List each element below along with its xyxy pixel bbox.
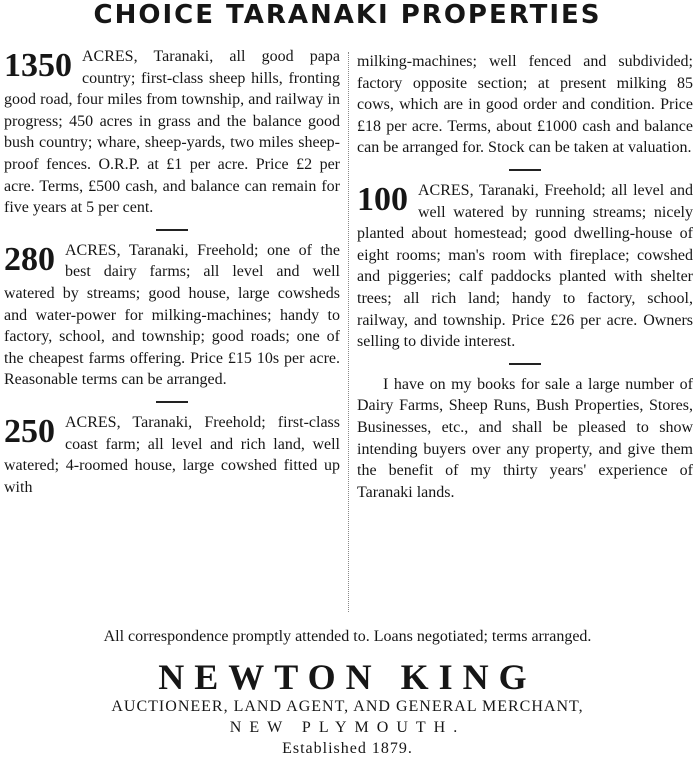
listing-text: ACRES, Taranaki, Freehold; one of the best dairy farms; all level and well watered by streams; good house, large cowsheds and water-power for milking-machines; handy to factory, school, and township; good roads; one of the cheapest farms offering. Price £15 10s per acre. Reasonable terms can be arranged. [4, 241, 340, 389]
agent-trade: AUCTIONEER, LAND AGENT, AND GENERAL MERCHANT, [111, 698, 584, 715]
established-year: Established 1879. [282, 740, 413, 757]
separator-rule [509, 169, 541, 171]
agent-closing-statement: I have on my books for sale a large number of Dairy Farms, Sheep Runs, Bush Properties, Stores, Businesses, etc., and shall be pleased to show intending buyers over any property, and give them the benefit of my thirty years' experience of Taranaki lands. [357, 375, 693, 501]
listing-continuation: milking-machines; well fenced and subdivided; factory opposite section; at present milking 85 cows, which are in good order and condition. Price £18 per acre. Terms, about £1000 cash and balance can be arranged for. Stock can be taken at valuation. [357, 53, 693, 157]
listing-text: ACRES, Taranaki, Freehold; first-class coast farm; all level and rich land, well watered; 4-roomed house, large cowshed fitted up with [4, 413, 340, 496]
correspondence-line: All correspondence promptly attended to. Loans negotiated; terms arranged. [103, 628, 592, 645]
agent-location: NEW PLYMOUTH. [229, 719, 466, 736]
left-column [4, 46, 340, 498]
separator-rule [156, 229, 188, 231]
right-column [357, 51, 693, 503]
column-divider [348, 52, 349, 612]
separator-rule [509, 363, 541, 365]
property-listing-280 [4, 240, 340, 391]
page-title: CHOICE TARANAKI PROPERTIES [93, 0, 602, 30]
listing-text: ACRES, Taranaki, Freehold; all level and well watered by running streams; nicely planted about homestead; good dwelling-house of eight rooms; man's room with fireplace; cowshed and piggeries; calf paddocks planted with shelter trees; all rich land; handy to factory, school, railway, and township. Price £26 per acre. Owners selling to divide interest. [357, 181, 693, 351]
acreage-number: 1350 [4, 47, 72, 84]
property-listing-250 [4, 412, 340, 498]
agent-name: NEWTON KING [158, 657, 537, 697]
property-listing-1350 [4, 46, 340, 219]
listing-text: ACRES, Taranaki, all good papa country; first-class sheep hills, fronting good road, four miles from township, and railway in progress; 450 acres in grass and the balance good bush country; whare, sheep-yards, two miles sheep-proof fences. O.R.P. at £1 per acre. Price £2 per acre. Terms, £500 cash, and balance can remain for five years at 5 per cent. [4, 48, 340, 217]
property-listing-100 [357, 180, 693, 353]
separator-rule [156, 401, 188, 403]
acreage-number: 100 [357, 180, 408, 218]
acreage-number: 250 [4, 412, 55, 450]
acreage-number: 280 [4, 240, 55, 278]
